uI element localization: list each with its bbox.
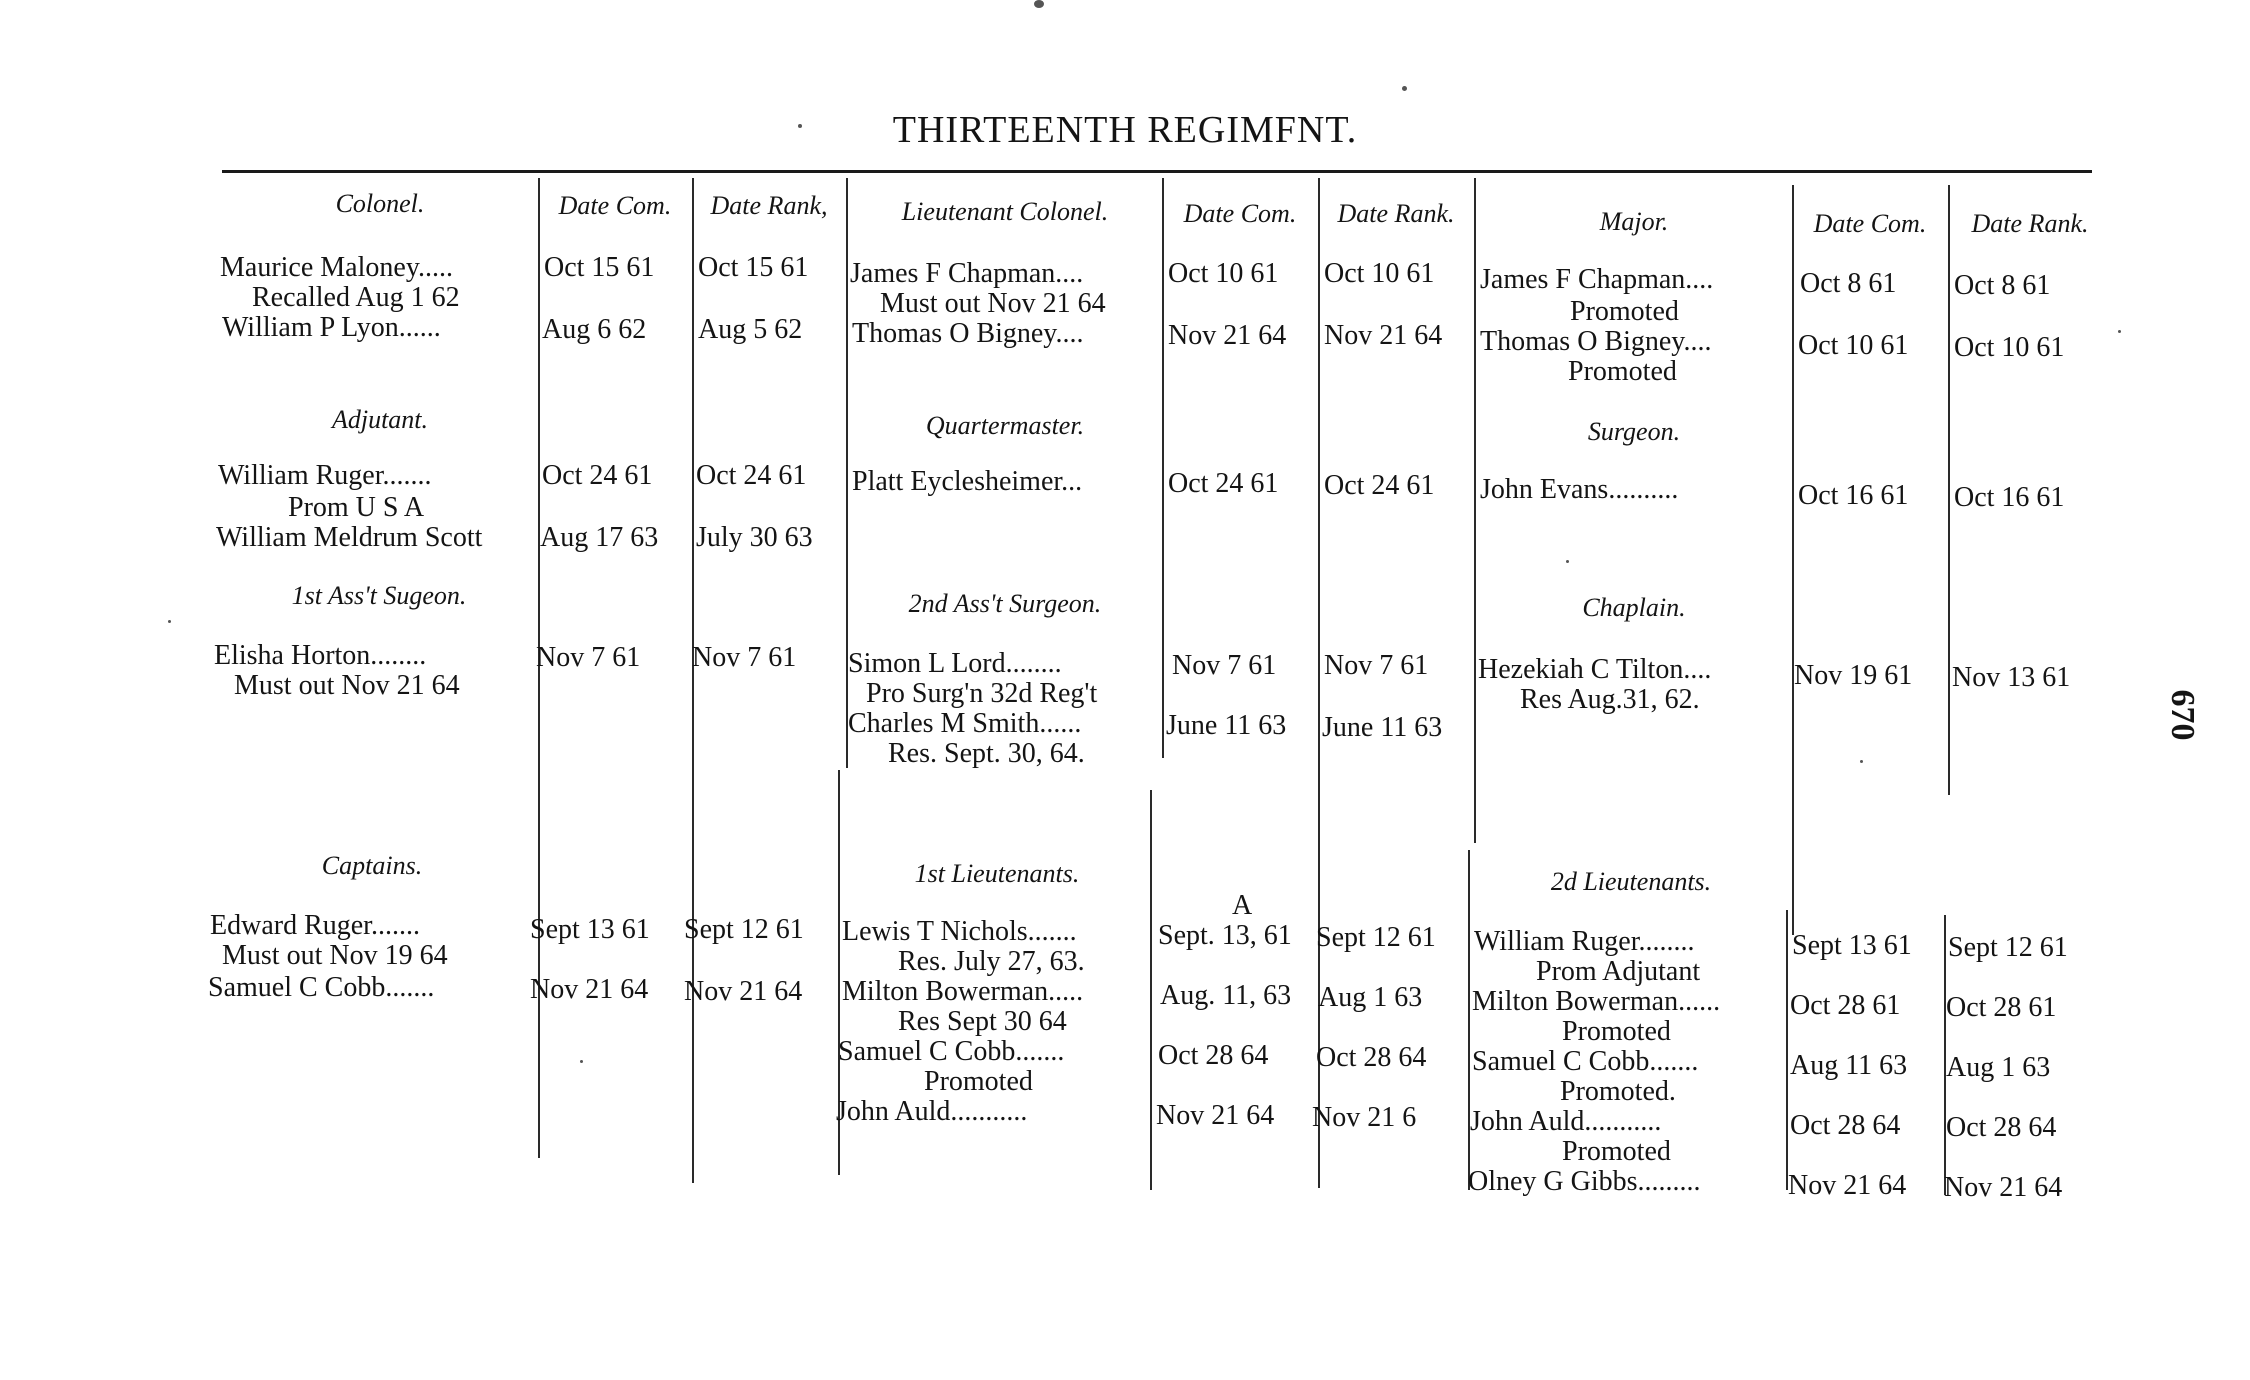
- officer-name: Milton Bowerman......: [1472, 986, 1721, 1017]
- officer-name: Thomas O Bigney....: [852, 318, 1084, 349]
- date-rank: Oct 10 61: [1954, 332, 2065, 363]
- page-title: THIRTEENTH REGIMFNT.: [892, 109, 1358, 151]
- date-com: Nov 21 64: [1156, 1100, 1275, 1131]
- officer-name: Samuel C Cobb.......: [208, 972, 435, 1003]
- date-com: Oct 24 61: [1168, 468, 1279, 499]
- date-rank: Sept 12 61: [1948, 932, 2068, 963]
- officer-name: John Auld...........: [836, 1096, 1028, 1127]
- officer-name: William P Lyon......: [222, 312, 441, 343]
- date-com: Oct 10 61: [1168, 258, 1279, 289]
- officer-name: John Evans..........: [1480, 474, 1679, 505]
- officer-name: Thomas O Bigney....: [1480, 326, 1712, 357]
- scan-speck: [168, 620, 171, 623]
- officer-name: William Ruger........: [1474, 926, 1695, 957]
- column-rule: [1318, 178, 1320, 1188]
- officer-note: Res. Sept. 30, 64.: [888, 738, 1085, 769]
- date-rank: Oct 28 64: [1316, 1042, 1427, 1073]
- officer-name: Simon L Lord........: [848, 648, 1062, 679]
- officer-note: Pro Surg'n 32d Reg't: [866, 678, 1098, 709]
- date-rank: Oct 8 61: [1954, 270, 2051, 301]
- date-rank: Nov 21 64: [1944, 1172, 2063, 1203]
- date-rank: Sept 12 61: [1316, 922, 1436, 953]
- scan-speck: [580, 1060, 583, 1063]
- date-com: Oct 24 61: [542, 460, 653, 491]
- officer-note: Promoted.: [1560, 1076, 1676, 1107]
- officer-name: Milton Bowerman.....: [842, 976, 1084, 1007]
- date-com: Sept 13 61: [530, 914, 650, 945]
- officer-note: Must out Nov 19 64: [222, 940, 448, 971]
- scan-speck: [798, 124, 802, 128]
- section-surgeon: Surgeon.: [1587, 417, 1681, 446]
- date-rank: Oct 15 61: [698, 252, 809, 283]
- officer-note: Promoted: [1570, 296, 1679, 327]
- officer-note: Prom Adjutant: [1536, 956, 1701, 987]
- date-com: Oct 16 61: [1798, 480, 1909, 511]
- officer-name: Elisha Horton........: [214, 640, 427, 671]
- header-date-rank: Date Rank,: [710, 191, 828, 220]
- date-rank: Oct 28 61: [1946, 992, 2057, 1023]
- column-rule: [692, 178, 694, 1183]
- officer-note: Must out Nov 21 64: [234, 670, 460, 701]
- section-second-lieutenants: 2d Lieutenants.: [1550, 867, 1712, 896]
- officer-name: Platt Eyclesheimer...: [852, 466, 1083, 497]
- date-com: Nov 7 61: [1172, 650, 1277, 681]
- date-com: June 11 63: [1166, 710, 1287, 741]
- scan-speck: [1566, 560, 1569, 563]
- date-com: Nov 19 61: [1794, 660, 1913, 691]
- scan-speck: [1860, 760, 1863, 763]
- date-rank: Aug 5 62: [698, 314, 803, 345]
- officer-note: Promoted: [1568, 356, 1677, 387]
- date-rank: Nov 13 61: [1952, 662, 2071, 693]
- date-com: Oct 8 61: [1800, 268, 1897, 299]
- officer-note: Res Sept 30 64: [898, 1006, 1067, 1037]
- date-rank: July 30 63: [696, 522, 813, 553]
- date-com: Sept 13 61: [1792, 930, 1912, 961]
- officer-name: William Ruger.......: [218, 460, 432, 491]
- marginal-mark: A: [1232, 890, 1253, 921]
- column-rule: [1150, 790, 1152, 1190]
- date-com: Nov 21 64: [1168, 320, 1287, 351]
- officer-name: Samuel C Cobb.......: [1472, 1046, 1699, 1077]
- header-date-com: Date Com.: [558, 191, 672, 220]
- date-rank: Nov 21 64: [1324, 320, 1443, 351]
- officer-name: John Auld...........: [1470, 1106, 1662, 1137]
- date-com: Oct 28 64: [1158, 1040, 1269, 1071]
- date-rank: Aug 1 63: [1318, 982, 1423, 1013]
- date-rank: Oct 24 61: [1324, 470, 1435, 501]
- header-date-com: Date Com.: [1813, 209, 1927, 238]
- header-colonel: Colonel.: [335, 189, 425, 218]
- date-rank: Oct 28 64: [1946, 1112, 2057, 1143]
- column-rule: [1948, 185, 1950, 795]
- officer-name: William Meldrum Scott: [216, 522, 483, 553]
- section-adjutant: Adjutant.: [331, 405, 429, 434]
- section-first-asst-surgeon: 1st Ass't Sugeon.: [291, 581, 467, 610]
- column-rule: [1786, 910, 1788, 1190]
- column-rule: [1474, 178, 1476, 843]
- column-rule: [1162, 178, 1164, 758]
- section-second-asst-surgeon: 2nd Ass't Surgeon.: [908, 589, 1102, 618]
- date-com: Nov 21 64: [530, 974, 649, 1005]
- date-rank: Aug 1 63: [1946, 1052, 2051, 1083]
- date-com: Aug 11 63: [1790, 1050, 1908, 1081]
- date-rank: Oct 10 61: [1324, 258, 1435, 289]
- date-rank: Nov 21 64: [684, 976, 803, 1007]
- header-date-rank: Date Rank.: [1971, 209, 2089, 238]
- scan-speck: [2118, 330, 2121, 333]
- officer-name: James F Chapman....: [1480, 264, 1714, 295]
- scan-speck: [1034, 0, 1044, 8]
- date-com: Oct 10 61: [1798, 330, 1909, 361]
- section-first-lieutenants: 1st Lieutenants.: [914, 859, 1080, 888]
- header-major: Major.: [1599, 207, 1669, 236]
- column-rule: [1468, 850, 1470, 1190]
- date-com: Nov 21 64: [1788, 1170, 1907, 1201]
- date-com: Aug 6 62: [542, 314, 647, 345]
- date-rank: Nov 7 61: [692, 642, 797, 673]
- officer-note: Must out Nov 21 64: [880, 288, 1106, 319]
- header-lieutenant-colonel: Lieutenant Colonel.: [901, 197, 1109, 226]
- officer-note: Promoted: [1562, 1136, 1671, 1167]
- date-com: Nov 7 61: [536, 642, 641, 673]
- date-rank: June 11 63: [1322, 712, 1443, 743]
- officer-name: Samuel C Cobb.......: [838, 1036, 1065, 1067]
- section-quartermaster: Quartermaster.: [925, 411, 1085, 440]
- officer-name: Charles M Smith......: [848, 708, 1082, 739]
- column-rule: [1792, 185, 1794, 935]
- date-rank: Nov 7 61: [1324, 650, 1429, 681]
- header-date-rank: Date Rank.: [1337, 199, 1455, 228]
- date-rank: Oct 16 61: [1954, 482, 2065, 513]
- officer-note: Promoted: [1562, 1016, 1671, 1047]
- officer-note: Prom U S A: [288, 492, 425, 523]
- page-number: 670: [2164, 689, 2201, 741]
- officer-name: Maurice Maloney.....: [220, 252, 453, 283]
- officer-name: Edward Ruger.......: [210, 910, 420, 941]
- officer-name: Olney G Gibbs.........: [1468, 1166, 1701, 1197]
- officer-name: James F Chapman....: [850, 258, 1084, 289]
- title-rule: [222, 170, 2092, 173]
- header-date-com: Date Com.: [1183, 199, 1297, 228]
- date-com: Oct 28 61: [1790, 990, 1901, 1021]
- date-com: Aug 17 63: [540, 522, 659, 553]
- date-com: Oct 28 64: [1790, 1110, 1901, 1141]
- date-rank: Sept 12 61: [684, 914, 804, 945]
- officer-note: Res Aug.31, 62.: [1520, 684, 1700, 715]
- date-rank: Nov 21 6: [1312, 1102, 1417, 1133]
- date-com: Sept. 13, 61: [1158, 920, 1292, 951]
- date-com: Aug. 11, 63: [1160, 980, 1292, 1011]
- scan-speck: [1402, 86, 1407, 91]
- officer-note: Recalled Aug 1 62: [252, 282, 460, 313]
- section-chaplain: Chaplain.: [1582, 593, 1686, 622]
- date-rank: Oct 24 61: [696, 460, 807, 491]
- officer-name: Lewis T Nichols.......: [842, 916, 1077, 947]
- officer-note: Res. July 27, 63.: [898, 946, 1085, 977]
- officer-note: Promoted: [924, 1066, 1033, 1097]
- section-captains: Captains.: [321, 851, 423, 880]
- date-com: Oct 15 61: [544, 252, 655, 283]
- officer-name: Hezekiah C Tilton....: [1478, 654, 1712, 685]
